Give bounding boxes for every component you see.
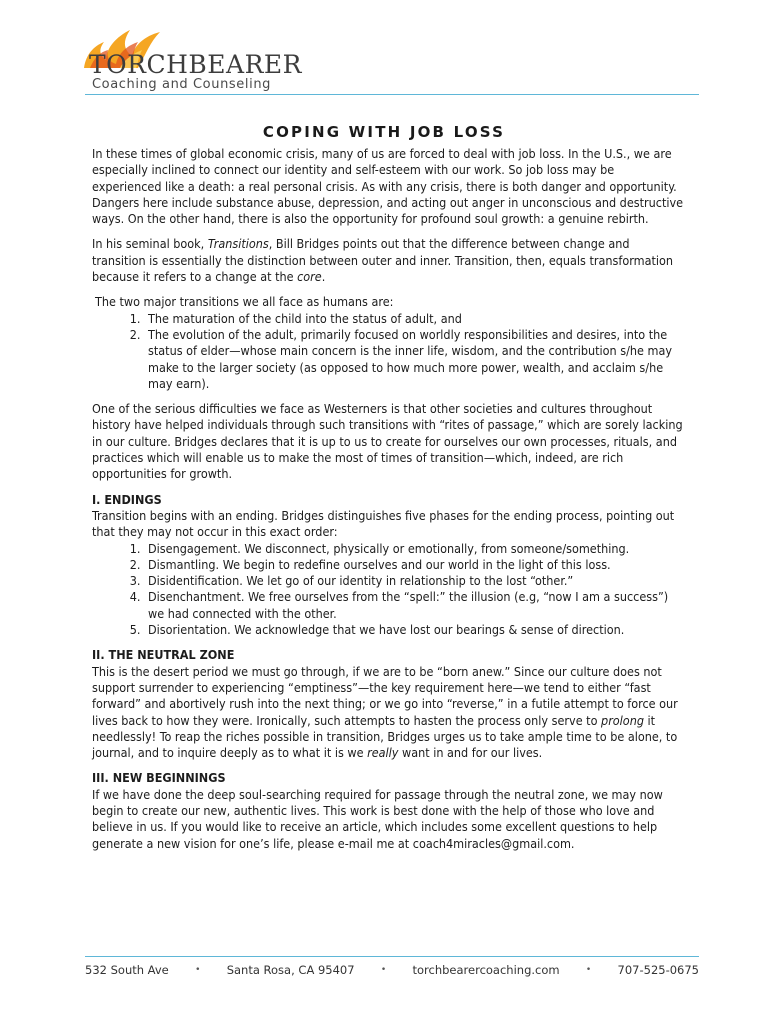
endings-list <box>92 541 686 639</box>
section-heading-neutral-zone: II. THE NEUTRAL ZONE <box>92 647 235 663</box>
contact-footer <box>85 963 699 977</box>
endings-paragraph: Transition begins with an ending. Bridges distinguishes five phases for the ending process, pointing out that they may not occur in this exact order: <box>92 507 675 540</box>
footer-separator: • <box>585 965 592 975</box>
section-heading-endings: I. ENDINGS <box>92 491 162 507</box>
list-item: 2. The evolution of the adult, primarily focused on worldly responsibilities and desires, into the status of elder—whose main concern is the inner life, wisdom, and the contribution s/he may make to the larger society (as opposed to how much more power, wealth, and acclaim s/he may earn). <box>144 327 686 392</box>
header-divider <box>85 94 699 95</box>
rites-of-passage-paragraph: One of the serious difficulties we face as Westerners is that other societies and cultures throughout history have helped individuals through such transitions with “rites of passage,” which are sorely lacking in our culture. Bridges declares that it is up to us to create for ourselves our own processes, rituals, and practices which will enable us to make the most of times of transition—which, indeed, are rich opportunities for growth. <box>92 401 683 482</box>
footer-city: Santa Rosa, CA 95407 <box>226 963 355 977</box>
neutral-zone-paragraph <box>92 664 686 762</box>
book-title: Transitions <box>207 236 269 252</box>
list-item: 4. Disenchantment. We free ourselves from the “spell:” the illusion (e.g, “now I am a success”) we had connected with the other. <box>144 589 686 622</box>
neutral-text-a: This is the desert period we must go through, if we are to be “born anew.” Since our culture does not support surrender to experiencing “emptiness”—the key requirement here—we tend to either “fast forward” and abortively rush into the next thing; or we go into “reverse,” in a futile attempt to force our lives back to how they were. Ironically, such attempts to hasten the process only serve to <box>92 663 678 728</box>
transitions-list <box>92 311 686 392</box>
letterhead <box>0 0 768 100</box>
brand-name: TORCHBEARER <box>89 50 302 79</box>
new-beginnings-paragraph: If we have done the deep soul-searching required for passage through the neutral zone, we may now begin to create our new, authentic lives. This work is best done with the help of those who love and believe in us. If you would like to receive an article, which includes some excellent questions to help generate a new vision for one’s life, please e-mail me at coach4miracles@gmail.com. <box>92 786 663 851</box>
para2-text-b: , Bill Bridges points out that the difference between change and transition is essentially the distinction between outer and inner. Transition, then, equals transformation because it refers to a change at the <box>92 236 673 285</box>
para2-text-a: In his seminal book, <box>92 236 208 252</box>
transitions-lead: The two major transitions we all face as humans are: <box>95 294 394 310</box>
section-heading-new-beginnings: III. NEW BEGINNINGS <box>92 770 226 786</box>
document-title: COPING WITH JOB LOSS <box>262 123 506 142</box>
footer-divider <box>85 956 699 957</box>
document-body <box>92 146 686 861</box>
core-emphasis: core <box>297 269 322 285</box>
para2-text-c: . <box>321 269 326 285</box>
intro-paragraph: In these times of global economic crisis, many of us are forced to deal with job loss. In the U.S., we are especially inclined to connect our identity and self-esteem with our work. So job loss may be experienced like a death: a real personal crisis. As with any crisis, there is both danger and opportunity. Dangers here include substance abuse, depression, and acting out anger in unconscious and destructive ways. On the other hand, there is also the opportunity for profound soul growth: a genuine rebirth. <box>92 146 684 227</box>
really-emphasis: really <box>367 745 399 761</box>
list-item: 3. Disidentification. We let go of our identity in relationship to the lost “other.” <box>144 573 686 589</box>
footer-website: torchbearercoaching.com <box>412 963 560 977</box>
list-item: 1. The maturation of the child into the status of adult, and <box>144 311 686 327</box>
list-item: 5. Disorientation. We acknowledge that we have lost our bearings & sense of direction. <box>144 622 686 638</box>
neutral-text-c: want in and for our lives. <box>398 745 543 761</box>
footer-separator: • <box>195 965 201 975</box>
footer-separator: • <box>380 965 387 975</box>
list-item: 1. Disengagement. We disconnect, physically or emotionally, from someone/something. <box>144 541 686 557</box>
footer-phone: 707-525-0675 <box>617 963 699 977</box>
transitions-book-paragraph <box>92 236 686 285</box>
neutral-text-b: it needlessly! To reap the riches possible in transition, Bridges urges us to take ample time to be alone, to journal, and to inquire deeply as to what it is we <box>92 712 678 761</box>
brand-tagline: Coaching and Counseling <box>92 77 272 92</box>
list-item: 2. Dismantling. We begin to redefine ourselves and our world in the light of this loss. <box>144 557 686 573</box>
footer-address: 532 South Ave <box>85 963 169 977</box>
prolong-emphasis: prolong <box>601 712 644 728</box>
